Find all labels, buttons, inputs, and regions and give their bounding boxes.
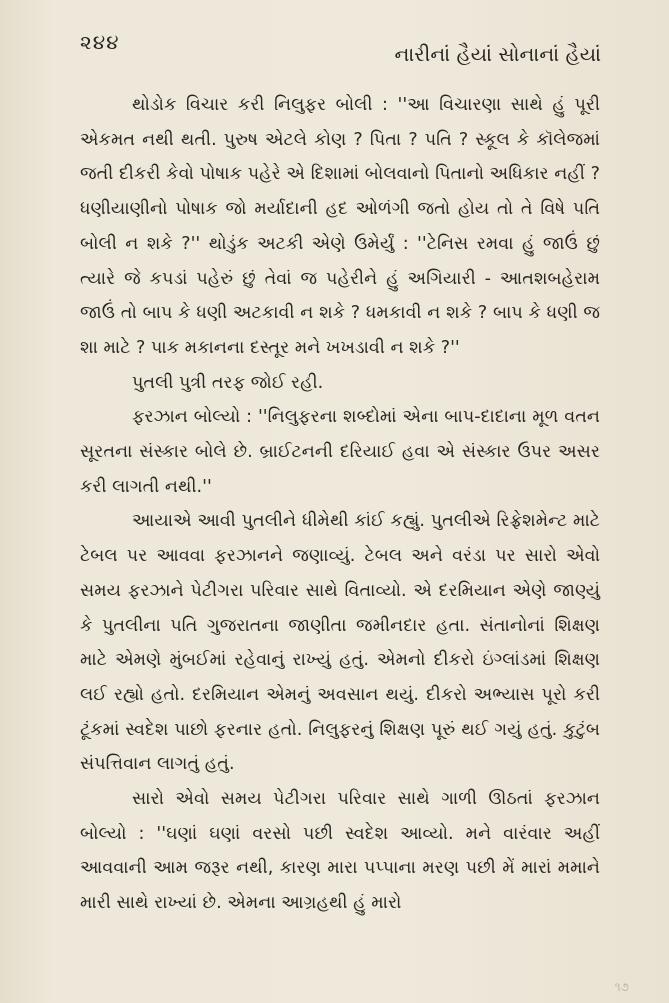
paragraph: થોડોક વિચાર કરી નિલુફર બોલી : ''આ વિચારણા સાથે હું પૂરી એકમત નથી થતી. પુરુષ એટલે કોણ ? પિતા ? પતિ ? સ્કૂલ કે કૉલેજમાં જતી દીકરી કેવો પોષાક પહેરે એ દિશામાં બોલવાનો પિતાનો અધિકાર નહીં ? ધણીયાણીનો પોષાક જો મર્યાદાની હદ ઓળંગી જતો હોય તો તે વિષે પતિ બોલી ન શકે ?'' થોડુંક અટકી એણે ઉમેર્યું : ''ટેનિસ રમવા હું જાઉં છું ત્યારે જે કપડાં પહેરું છું તેવાં જ પહેરીને હું અગિયારી - આતશબહેરામ જાઉં તો બાપ કે ધણી અટકાવી ન શકે ? ધમકાવી ન શકે ? બાપ કે ધણી જ શા માટે ? પાક મકાનના દસ્તૂર મને ખખડાવી ન શકે ?'' <box>80 95 600 358</box>
paragraph: પુતલી પુત્રી તરફ જોઈ રહી. <box>132 372 324 393</box>
paragraph: સારો એવો સમય પેટીગરા પરિવાર સાથે ગાળી ઊઠતાં ફરઝાન બોલ્યો : ''ઘણાં ઘણાં વરસો પછી સ્વદેશ આવ્યો. મને વારંવાર અહીં આવવાની આમ જરૂર નથી, કારણ મારા પપ્પાના મરણ પછી મેં મારાં મમાને મારી સાથે રાખ્યાં છે. એમના આગ્રહથી હું મારો <box>80 789 600 914</box>
page-number: ૨૪૪ <box>80 30 120 54</box>
running-title: નારીનાં હૈયાં સોનાનાં હૈયાં <box>394 42 601 66</box>
body-text <box>80 88 600 921</box>
page-header <box>0 0 669 70</box>
paragraph: ફરઝાન બોલ્યો : ''નિલુફરના શબ્દોમાં એના બાપ-દાદાના મૂળ વતન સૂરતના સંસ્કાર બોલે છે. બ્રાઈટનની દરિયાઈ હવા એ સંસ્કાર ઉપર અસર કરી લાગતી નથી.'' <box>80 407 600 497</box>
paragraph: આયાએ આવી પુતલીને ધીમેથી કાંઈ કહ્યું. પુતલીએ રિફ્રેશમેન્ટ માટે ટેબલ પર આવવા ફરઝાનને જણાવ્યું. ટેબલ અને વરંડા પર સારો એવો સમય ફરઝાને પેટીગરા પરિવાર સાથે વિતાવ્યો. એ દરમિયાન એણે જાણ્યું કે પુતલીના પતિ ગુજરાતના જાણીતા જમીનદાર હતા. સંતાનોનાં શિક્ષણ માટે એમણે મુંબઈમાં રહેવાનું રાખ્યું હતું. એમનો દીકરો ઇંગ્લાંડમાં શિક્ષણ લઈ રહ્યો હતો. દરમિયાન એમનું અવસાન થયું. દીકરો અભ્યાસ પૂરો કરી ટૂંકમાં સ્વદેશ પાછો ફરનાર હતો. નિલુફરનું શિક્ષણ પૂરું થઈ ગયું હતું. કુટુંબ સંપત્તિવાન લાગતું હતું. <box>80 511 600 775</box>
footer-mark: ૧૭ <box>614 980 629 994</box>
